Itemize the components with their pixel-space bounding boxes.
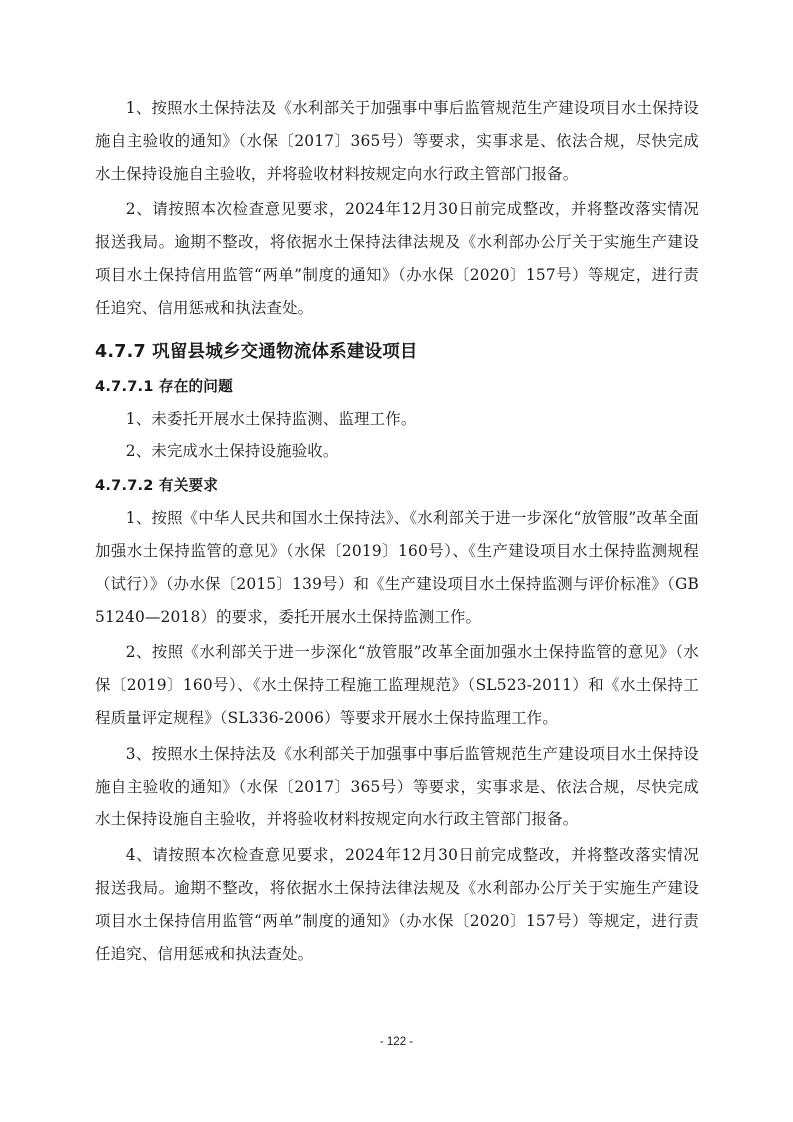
issue-item-1: 1、未委托开展水土保持监测、监理工作。 (125, 409, 417, 428)
page-number: - 122 - (379, 1036, 414, 1048)
requirement-item-2: 2、按照《水利部关于进一步深化“放管服”改革全面加强水土保持监管的意见》（水保〔2019〕160号）、《水土保持工程施工监理规范》（SL523-2011）和《水土保持工程质量评定规程》（SL336-2006）等要求开展水土保持监理工作。 (95, 643, 699, 727)
requirement-item-4: 4、请按照本次检查意见要求，2024年12月30日前完成整改，并将整改落实情况报送我局。逾期不整改，将依据水土保持法律法规及《水利部办公厅关于实施生产建设项目水土保持信用监管“两单”制度的通知》（办水保〔2020〕157号）等规定，进行责任追究、信用惩戒和执法查处。 (95, 846, 699, 963)
section-title-project: 4.7.7 巩留县城乡交通物流体系建设项目 (95, 341, 418, 362)
requirement-item-3: 3、按照水土保持法及《水利部关于加强事中事后监管规范生产建设项目水土保持设施自主验收的通知》（水保〔2017〕365号）等要求，实事求是、依法合规，尽快完成水土保持设施自主验收，并将验收材料按规定向水行政主管部门报备。 (95, 744, 699, 829)
issue-item-2: 2、未完成水土保持设施验收。 (125, 442, 339, 461)
paragraph-intro-2: 2、请按照本次检查意见要求，2024年12月30日前完成整改，并将整改落实情况报送我局。逾期不整改，将依据水土保持法律法规及《水利部办公厅关于实施生产建设项目水土保持信用监管“两单”制度的通知》（办水保〔2020〕157号）等规定，进行责任追究、信用惩戒和执法查处。 (95, 200, 699, 317)
requirement-item-1: 1、按照《中华人民共和国水土保持法》、《水利部关于进一步深化“放管服”改革全面加强水土保持监管的意见》（水保〔2019〕160号）、《生产建设项目水土保持监测规程（试行）》（办水保〔2015〕139号）和《生产建设项目水土保持监测与评价标准》（GB51240—2018）的要求，委托开展水土保持监测工作。 (95, 509, 699, 626)
paragraph-intro-1: 1、按照水土保持法及《水利部关于加强事中事后监管规范生产建设项目水土保持设施自主验收的通知》（水保〔2017〕365号）等要求，实事求是、依法合规，尽快完成水土保持设施自主验收，并将验收材料按规定向水行政主管部门报备。 (95, 99, 699, 183)
subsection-title-issues: 4.7.7.1 存在的问题 (95, 377, 233, 395)
document-page (95, 92, 699, 970)
subsection-title-requirements: 4.7.7.2 有关要求 (95, 477, 219, 495)
